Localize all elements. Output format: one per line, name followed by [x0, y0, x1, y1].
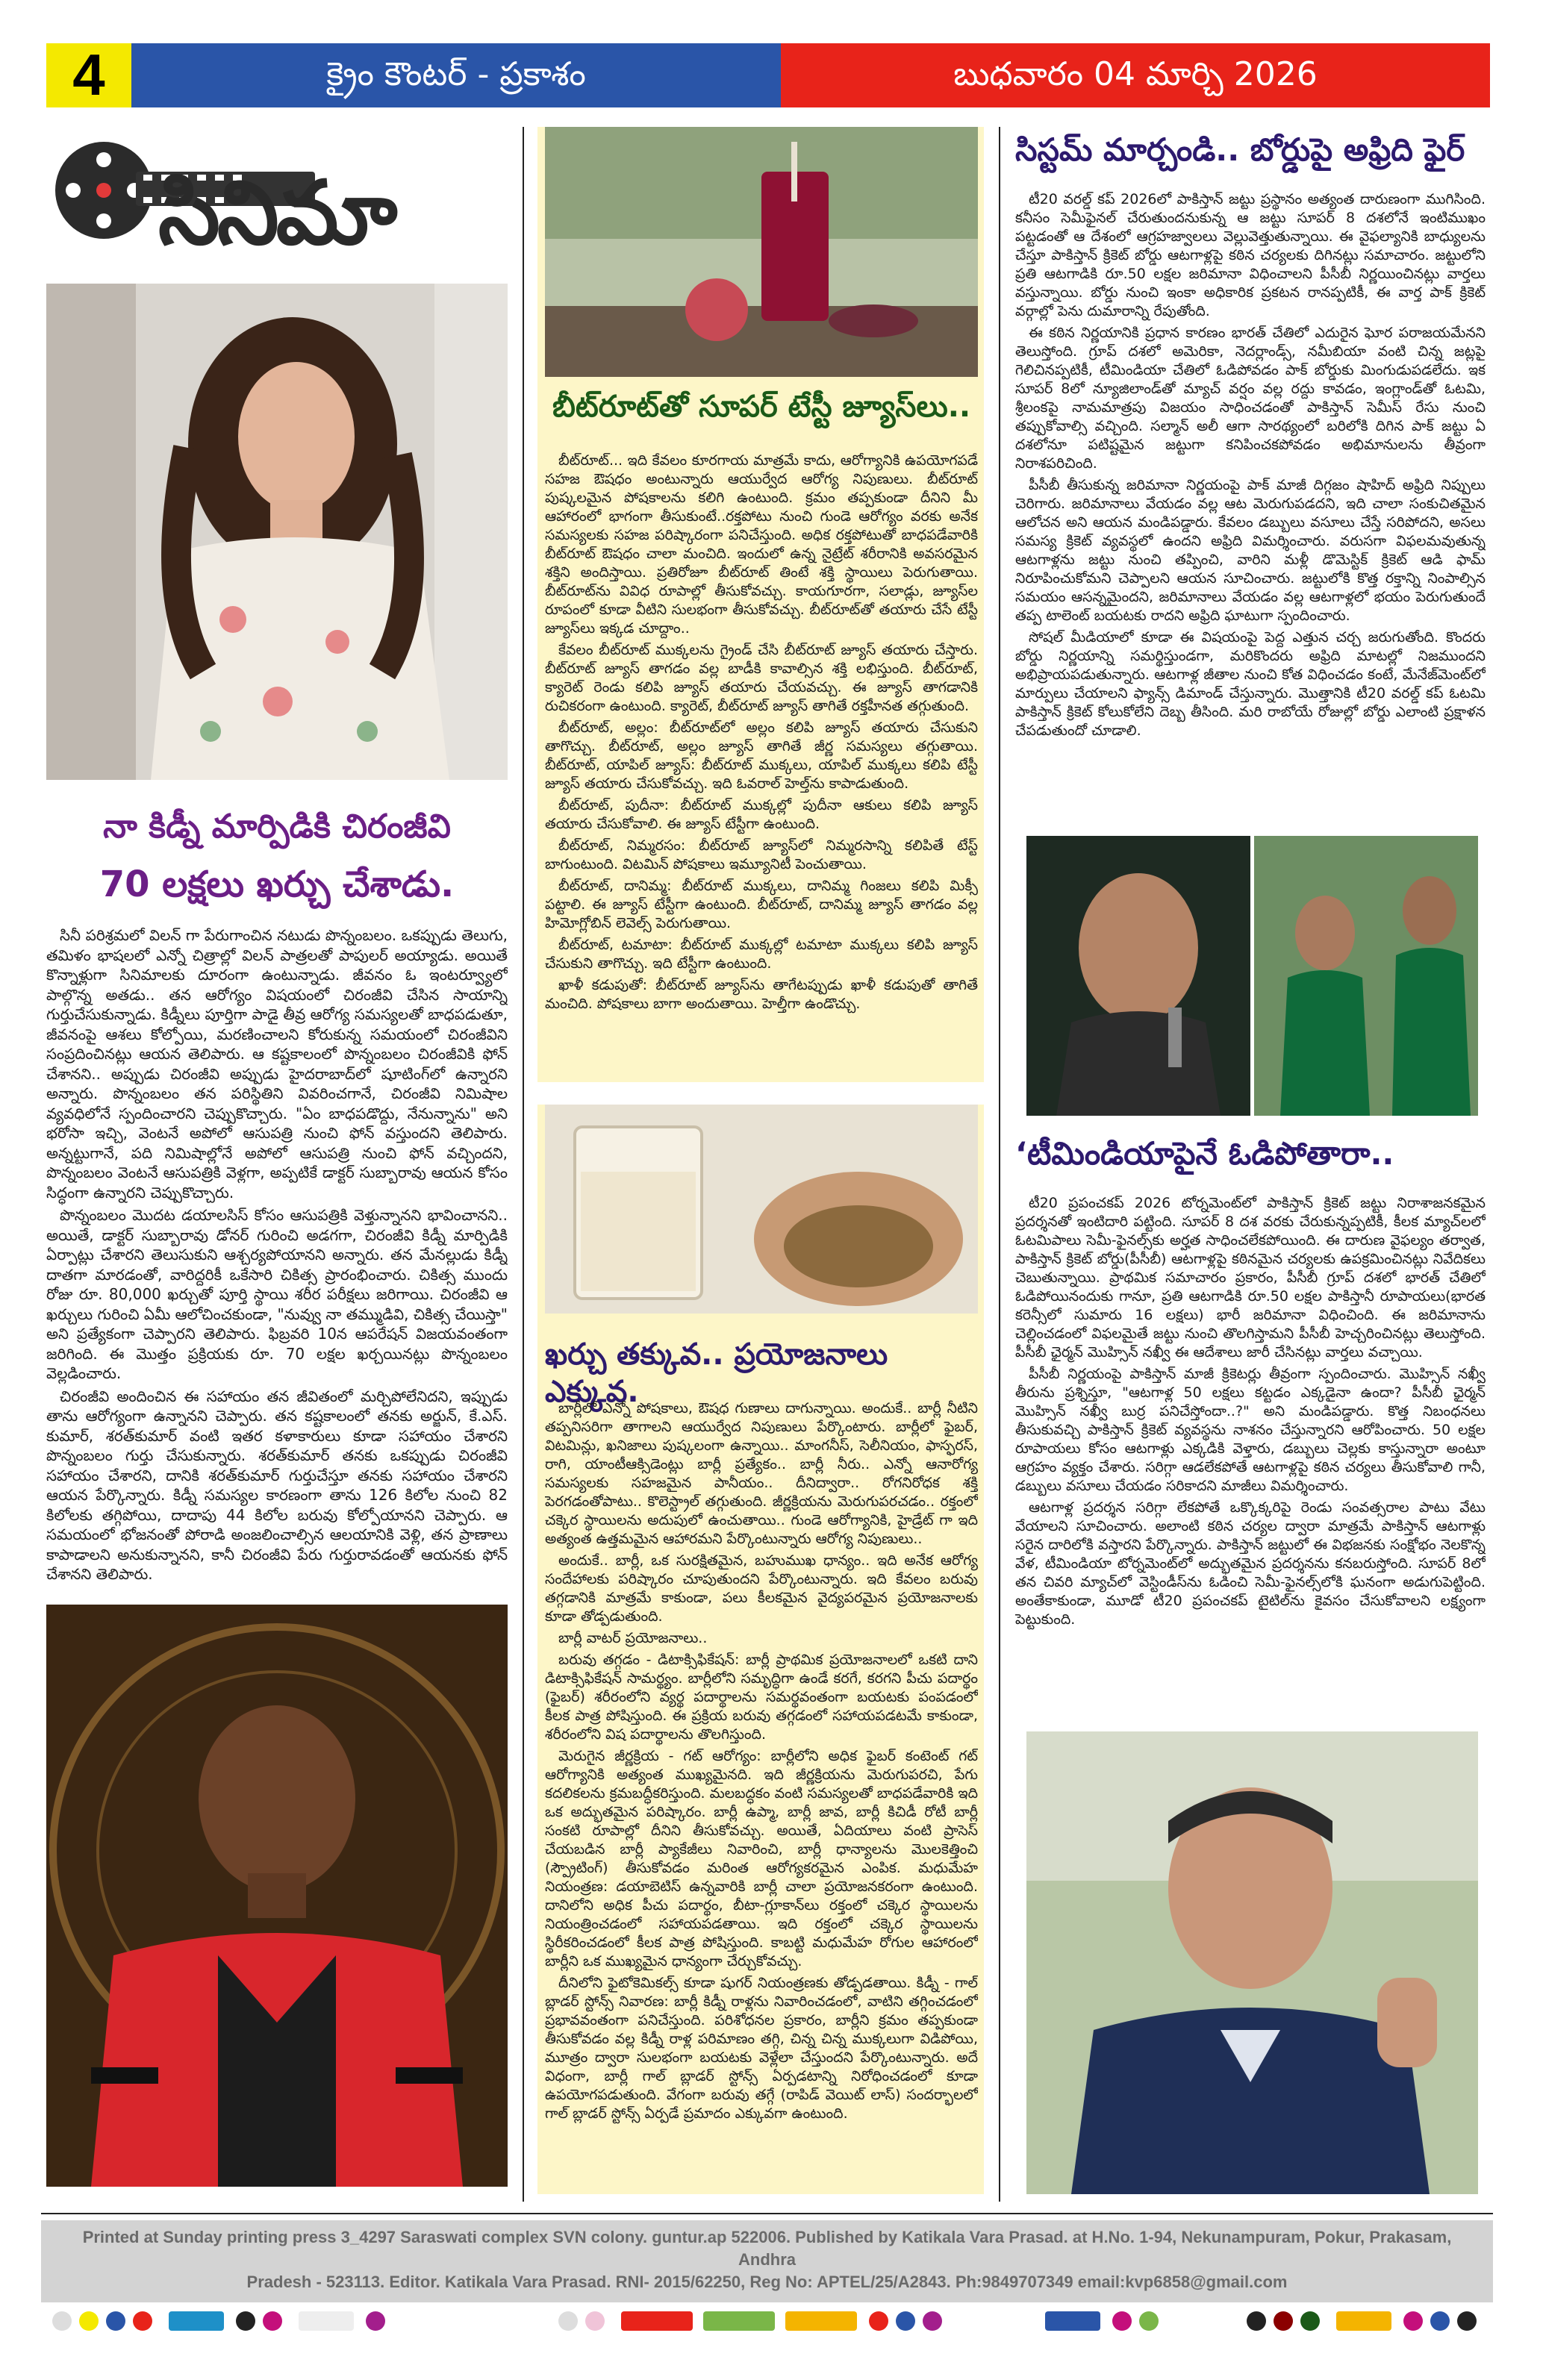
color-dot [106, 2311, 125, 2331]
article-paragraph: మెరుగైన జీర్ణక్రియ - గట్ ఆరోగ్యం: బార్లీలోని అధిక ఫైబర్ కంటెంట్ గట్ ఆరోగ్యానికి అత్యంత ముఖ్యమైనది. ఇది జీర్ణక్రియను మెరుగుపరచి, పేగు కదలికలను క్రమబద్ధీకరిస్తుంది. మలబద్ధకం వంటి సమస్యలతో బాధపడేవారికి ఇది ఒక అద్భుతమైన పరిష్కారం. బార్లీ ఉప్మా, బార్లీ జావ, బార్లీ కిచిడీ రోటీ బార్లీ సంకటి రూపాల్లో దీనిని తీసుకోవచ్చు. అయితే, ఏదియాలు వంటి ప్రాసెస్ చేయబడిన బార్లీ ప్యాకేజీలు నివారించి, బార్లీ ధాన్యాలను మొలకెత్తించి (స్ప్రౌటింగ్) తీసుకోవడం మరింత ఆరోగ్యకరమైన ఎంపిక. మధుమేహ నియంత్రణ: డయాబెటిస్ ఉన్నవారికి బార్లీ చాలా ప్రయోజనకరంగా ఉంటుంది. దానిలోని అధిక పీచు పదార్థం, బీటా-గ్లూకాన్‌లు రక్తంలో చక్కెర స్థాయిలను నియంత్రించడంలో సహాయపడతాయి. ఇది రక్తంలో చక్కెర స్థాయిలను స్థిరీకరించడంలో కీలక పాత్ర పోషిస్తుంది. కాబట్టి మధుమేహ రోగుల ఆహారంలో బార్లీని ఒక ముఖ్యమైన ధాన్యంగా చేర్చుకోవచ్చు. [545, 1748, 978, 1970]
color-bar [785, 2311, 857, 2331]
color-dot [1430, 2311, 1450, 2331]
imprint-line-2: Pradesh - 523113. Editor. Katikala Vara Prasad. RNI- 2015/62250, Reg No: APTEL/25/A2843. Ph:9849707349 email:kvp6858@gmail.com [246, 2273, 1288, 2291]
article-paragraph: బీట్‌రూట్, టమాటా: బీట్‌రూట్ ముక్కల్లో టమాటా ముక్కలు కలిపి జ్యూస్ చేసుకుని తాగొచ్చు. ఇది టేస్టీగా ఉంటుంది. [545, 937, 978, 972]
chiranjeevi-headline-line2: 70 లక్షలు ఖర్చు చేశాడు. [99, 863, 455, 905]
barley-water-photo [545, 1105, 978, 1314]
color-dot [1112, 2311, 1132, 2331]
article-paragraph: సోషల్ మీడియాలో కూడా ఈ విషయంపై పెద్ద ఎత్తున చర్చ జరుగుతోంది. కొందరు బోర్డు నిర్ణయాన్ని సమర్థిస్తుండగా, మరికొందరు అఫ్రిది మాటల్లో నిజముందని అభిప్రాయపడుతున్నారు. ఆటగాళ్ల జీతాల నుంచి కోత విధించడం కంటే, మేనేజ్‌మెంట్‌లో మార్పులు చేయాలని ఫ్యాన్స్ డిమాండ్ చేస్తున్నారు. మొత్తానికి టీ20 వరల్డ్ కప్ ఓటమి పాకిస్తాన్ క్రికెట్ కోలుకోలేని దెబ్బ తీసింది. మరి రాబోయే రోజుల్లో బోర్డు ఎలాంటి ప్రక్షాళన చేపడుతుందో చూడాలి. [1015, 629, 1486, 739]
article-paragraph: ఆటగాళ్ల ప్రదర్శన సరిగ్గా లేకపోతే ఒక్కొక్కరిపై రెండు సంవత్సరాల పాటు వేటు వేయాలని సూచించారు. అలాంటి కఠిన చర్యల ద్వారా మాత్రమే పాకిస్తాన్ ఆటగాళ్లు సరైన దారిలోకి వస్తారని పేర్కొన్నారు. పాకిస్తాన్ జట్టులో ఈ విభజనకు సంక్షోభం నెలకొన్న వేళ, టీమిండియా టోర్నమెంట్‌లో అద్భుతమైన ప్రదర్శనను కనబరుస్తోంది. సూపర్ 8లో తన చివరి మ్యాచ్‌లో వెస్టిండీస్‌ను ఓడించి సెమీ-ఫైనల్స్‌లోకి ఘనంగా అడుగుపెట్టింది. అంతేకాకుండా, మూడో టీ20 ప్రపంచకప్ టైటిల్‌ను కైవసం చేసుకోవాలని లక్ష్యంగా పెట్టుకుంది. [1015, 1499, 1486, 1628]
color-dot [1403, 2311, 1423, 2331]
color-dot [558, 2311, 578, 2331]
color-bar [621, 2311, 693, 2331]
color-dot [52, 2311, 72, 2331]
article-paragraph: టీ20 వరల్డ్ కప్ 2026లో పాకిస్తాన్ జట్టు ప్రస్థానం అత్యంత దారుణంగా ముగిసింది. కనీసం సెమీఫైనల్ చేరుతుందనుకున్న ఆ జట్టు సూపర్ 8 దశలోనే ఇంటిముఖం పట్టడంతో ఆ దేశంలో ఆగ్రహజ్వాలలు వెల్లువెత్తుతున్నాయి. ఈ వైఫల్యానికి బాధ్యులను చేస్తూ పాకిస్తాన్ క్రికెట్ బోర్డు ఆటగాళ్లపై కఠిన చర్యలకు దిగినట్లు సమాచారం. జట్టులోని ప్రతి ఆటగాడికి రూ.50 లక్షల జరిమానా విధించాలని పీసీబీ నిర్ణయించినట్లు వార్తలు వస్తున్నాయి. బోర్డు నుంచి ఇంకా అధికారిక ప్రకటన రానప్పటికీ, ఈ వార్త పాక్ క్రికెట్ వర్గాల్లో పెను దుమారాన్ని రేపుతోంది. [1015, 191, 1486, 319]
color-dot [263, 2311, 282, 2331]
imprint-footer [41, 2220, 1493, 2302]
beetroot-headline: బీట్‌రూట్‌తో సూపర్ టేస్టీ జ్యూస్‌లు.. [552, 390, 971, 424]
color-dot [1300, 2311, 1320, 2331]
article-paragraph: ఖాళీ కడుపుతో: బీట్‌రూట్ జ్యూస్‌ను తాగేటప్పుడు ఖాళీ కడుపుతో తాగితే మంచిది. పోషకాలు బాగా అందుతాయి. హెల్తీగా ఉండొచ్చు. [545, 977, 978, 1012]
pakistan-cricketers-photo [1026, 836, 1478, 1116]
article-paragraph: బీట్‌రూట్, పుదీనా: బీట్‌రూట్ ముక్కల్లో పుదీనా ఆకులు కలిపి జ్యూస్ తయారు చేసుకోవాలి. ఈ జ్యూస్ టేస్టీగా ఉంటుంది. [545, 797, 978, 832]
article-paragraph: సినీ పరిశ్రమలో విలన్ గా పేరుగాంచిన నటుడు పొన్నంబలం. ఒకప్పుడు తెలుగు, తమిళం భాషలలో ఎన్నో చిత్రాల్లో విలన్ పాత్రలతో పాపులర్ అయ్యాడు. అయితే కొన్నాళ్లుగా సినిమాలకు దూరంగా ఉంటున్నాడు. జీవనం ఓ ఇంటర్వ్యూలో పాల్గొన్న అతడు.. తన ఆరోగ్యం విషయంలో చిరంజీవి చేసిన సాయాన్ని గుర్తుచేసుకున్నాడు. కిడ్నీలు పూర్తిగా పాడై తీవ్ర ఆరోగ్య సమస్యలతో బాధపడుతూ, జీవనంపై ఆశలు కోల్పోయి, మరణించాలని కోరుకున్న సమయంలో చిరంజీవిని సంప్రదించినట్లు ఆయన తెలిపారు. ఆ కష్టకాలంలో పొన్నంబలం చిరంజీవికి ఫోన్ చేశానని.. అప్పుడు చిరంజీవి అప్పుడు హైదరాబాద్‌లో షూటింగ్‌లో ఉన్నారని అన్నారు. పొన్నంబలం తన పరిస్థితిని వివరించగానే, చిరంజీవి నిమిషాల వ్యవధిలోనే స్పందించారని చెప్పుకొచ్చారు. "ఏం బాధపడొద్దు, నేనున్నాను" అని భరోసా ఇచ్చి, వెంటనే అపోలో ఆసుపత్రి నుంచి ఫోన్ వస్తుందని తెలిపారు. అన్నట్టుగానే, పది నిమిషాల్లోనే అపోలో ఆసుపత్రి నుంచి ఫోన్ వచ్చిందని, పొన్నంబలం వెంటనే ఆసుపత్రికి వెళ్లగా, అప్పటికే డాక్టర్ సుబ్బారావు ఆయన కోసం సిద్ధంగా ఉన్నారని చెప్పుకొచ్చారు. [46, 926, 508, 1202]
color-dot [1247, 2311, 1266, 2331]
article-paragraph: చిరంజీవి అందించిన ఈ సహాయం తన జీవితంలో మర్చిపోలేనిదని, ఇప్పుడు తాను ఆరోగ్యంగా ఉన్నానని చెప్పారు. తన కష్టకాలంలో తనకు అర్జున్, కే.ఎస్. కుమార్, శరత్‌కుమార్ వంటి ఇతర కళాకారులు కూడా సహాయం చేశారని పొన్నంబలం గుర్తు చేసుకున్నారు. శరత్‌కుమార్ తనకు ఒకప్పుడు చిరంజీవి సహాయం చేశారని, దానికి శరత్‌కుమార్ గుర్తుచేస్తూ తనకు సహాయం చేశారని ఆయన పేర్కొన్నారు. కిడ్నీ సమస్యల కారణంగా తాను 126 కిలోల నుంచి 82 కిలోలకు తగ్గిపోయి, దాదాపు 44 కిలోల బరువు కోల్పోయానని చెప్పారు. ఆ సమయంలో భోజనంతో పోరాడి అంజలించాల్సిన ఆలయానికి వెళ్లి, తన ప్రాణాలు కాపాడాలని అనుకున్నానని, కానీ చిరంజీవి పేరు గుర్తురావడంతో ఆయనకు ఫోన్ చేశానని తెలిపారు. [46, 1387, 508, 1583]
imprint-line-1: Printed at Sunday printing press 3_4297 Saraswati complex SVN colony. guntur.ap 522006. Published by Katikala Vara Prasad. at H.No. 1-94, Nekunampuram, Pokur, Prakasam, Andhra [82, 2228, 1452, 2269]
article-paragraph: బరువు తగ్గడం - డిటాక్సిఫికేషన్: బార్లీ ప్రాథమిక ప్రయోజనాలలో ఒకటి దాని డిటాక్సిఫికేషన్ సామర్థ్యం. బార్లీలోని సమృద్ధిగా ఉండే కరగే, కరగని పీచు పదార్థం (ఫైబర్) శరీరంలోని వ్యర్థ పదార్థాలను సమర్థవంతంగా బయటకు పంపడంలో కీలక పాత్ర పోషిస్తుంది. ఈ ప్రక్రియ బరువు తగ్గడంలో సహాయపడటమే కాకుండా, శరీరంలోని విష పదార్థాలను తొలగిస్తుంది. [545, 1652, 978, 1743]
mohsin-naqvi-photo [1026, 1731, 1478, 2194]
color-bar [1045, 2311, 1100, 2331]
color-dot [1457, 2311, 1477, 2331]
color-dot [1274, 2311, 1293, 2331]
color-bar [703, 2311, 775, 2331]
team-india-article [1015, 1194, 1486, 1717]
issue-date: బుధవారం 04 మార్చి 2026 [781, 43, 1490, 107]
afridi-article [1015, 190, 1486, 810]
article-paragraph: బీట్‌రూట్, దానిమ్మ: బీట్‌రూట్ ముక్కలు, దానిమ్మ గింజలు కలిపి మిక్సీ పట్టాలి. ఈ జ్యూస్ టేస్టీగా ఉంటుంది. బీట్‌రూట్, దానిమ్మ జ్యూస్ తాగడం వల్ల హిమోగ్లోబిన్ లెవెల్స్ పెరుగుతాయి. [545, 878, 978, 931]
color-dot [133, 2311, 152, 2331]
column-rule [523, 127, 524, 2202]
color-bar [169, 2311, 224, 2331]
afridi-headline: సిస్టమ్ మార్చండి.. బోర్డుపై అఫ్రిది ఫైర్ [1015, 131, 1465, 168]
actress-photo [46, 284, 508, 780]
cinema-logo [46, 127, 508, 276]
color-dot [79, 2311, 99, 2331]
color-bar [1336, 2311, 1391, 2331]
color-dot [923, 2311, 942, 2331]
article-paragraph: ఈ కఠిన నిర్ణయానికి ప్రధాన కారణం భారత్ చేతిలో ఎదురైన ఘోర పరాజయమేనని తెలుస్తోంది. గ్రూప్ దశలో అమెరికా, నెదర్లాండ్స్, నమీబియా వంటి చిన్న జట్లపై గెలిచినప్పటికీ, టీమిండియా చేతిలో ఓడిపోవడం పాక్ బోర్డుకు మింగుడుపడలేదు. ఇక సూపర్ 8లో న్యూజిలాండ్‌తో మ్యాచ్ వర్షం వల్ల రద్దు కావడం, ఇంగ్లాండ్‌తో ఓటమి, శ్రీలంకపై నామమాత్రపు విజయం సాధించడంతో పాకిస్తాన్ సెమీస్ రేసు నుంచి తప్పుకోవాల్సి వచ్చింది. సల్మాన్ అలీ ఆగా సారథ్యంలో బరిలోకి దిగిన పాక్ జట్టు ఏ దశలోనూ పటిష్టమైన జట్టుగా కనిపించకపోవడం అభిమానులను తీవ్రంగా నిరాశపరిచింది. [1015, 325, 1486, 472]
chiranjeevi-article [46, 925, 508, 1597]
chiranjeevi-headline-line1: నా కిడ్నీ మార్పిడికి చిరంజీవి [103, 808, 451, 846]
beetroot-juice-photo [545, 127, 978, 377]
article-paragraph: పీసీబీ నిర్ణయంపై పాకిస్తాన్ మాజీ క్రికెటర్లు తీవ్రంగా స్పందించారు. మొహ్సిన్ నఖ్వీ తీరును ప్రశ్నిస్తూ, "ఆటగాళ్ల 50 లక్షలు కట్టడం ఎక్కడైనా ఉందా? పీసీబీ ఛైర్మన్ మొహ్సిన్ నఖ్వీ బుర్ర పనిచేస్తోందా..?" అని మండిపడ్డారు. కొత్త నిబంధనలు తీసుకువచ్చి పాకిస్తాన్ క్రికెట్ వ్యవస్థను నాశనం చేస్తున్నారని ఆరోపించారు. 50 లక్షల రూపాయలు కోసం ఆటగాళ్లు ఎక్కడికి వెళ్తారు, డబ్బులు చెల్లకు కాస్తున్నారా అంటూ ఆగ్రహం వ్యక్తం చేశారు. సరిగ్గా ఆడలేకపోతే ఆటగాళ్లపై కఠిన చర్యలు తీసుకోవాలి గానీ, డబ్బులు వసూలు చేయడం సరికాదని మాజీలు విమర్శించారు. [1015, 1366, 1486, 1494]
color-dot [366, 2311, 385, 2331]
article-paragraph: కేవలం బీట్‌రూట్ ముక్కలను గ్రైండ్ చేసి బీట్‌రూట్ జ్యూస్ తయారు చేస్తారు. బీట్‌రూట్ జ్యూస్ తాగడం వల్ల బాడీకి కావాల్సిన శక్తి లభిస్తుంది. బీట్‌రూట్, క్యారెట్ రెండు కలిపి జ్యూస్ తయారు చేయవచ్చు. ఈ జ్యూస్ తాగడానికి రుచికరంగా ఉంటుంది. క్యారెట్, బీట్‌రూట్ జ్యూస్ తాగితే రక్తహీనత తగ్గుతుంది. [545, 642, 978, 714]
cinema-logo-text: సినిమా [158, 161, 395, 264]
article-paragraph: టీ20 ప్రపంచకప్ 2026 టోర్నమెంట్‌లో పాకిస్తాన్ క్రికెట్ జట్టు నిరాశాజనకమైన ప్రదర్శనతో ఇంటిదారి పట్టింది. సూపర్ 8 దశ వరకు చేరుకున్నప్పటికీ, కీలక మ్యాచ్‌లలో ఓటమిపాలు సెమీ-ఫైనల్స్‌కు అర్హత సాధించలేకపోయింది. ఈ దారుణ వైఫల్యం తర్వాత, పాకిస్తాన్ క్రికెట్ బోర్డు(పీసీబీ) ఆటగాళ్లపై కఠినమైన చర్యలకు ఉపక్రమించినట్లు నివేదికలు చెబుతున్నాయి. ప్రాథమిక సమాచారం ప్రకారం, పీసీబీ గ్రూప్ దశలో భారత్ చేతిలో ఓడిపోయినందుకు గానూ, ప్రతి ఆటగాడికి రూ.50 లక్షల పాకిస్తానీ రూపాయలు(భారత కరెన్సీలో సుమారు 16 లక్షలు) భారీ జరిమానా విధించింది. ఈ జరిమానాను చెల్లించడంలో విఫలమైతే జట్టు నుంచి తొలగిస్తామని పీసీబీ హెచ్చరించినట్లు తెలుస్తోంది. పీసీబీ ఛైర్మన్ మొహ్సిన్ నఖ్వీ ఈ ఆదేశాలు జారీ చేసినట్లు వార్తలు వచ్చాయి. [1015, 1195, 1486, 1361]
footer-rule [41, 2213, 1493, 2214]
barley-article [545, 1399, 978, 2190]
color-dot [1139, 2311, 1159, 2331]
team-india-headline: ‘టీమిండియాపైనే ఓడిపోతారా.. [1015, 1135, 1394, 1172]
ponnambalam-photo [46, 1605, 508, 2187]
article-paragraph: పీసీబీ తీసుకున్న జరిమానా నిర్ణయంపై పాక్ మాజీ దిగ్గజం షాహిద్ అఫ్రిది నిప్పులు చెరిగారు. జరిమానాలు వేయడం వల్ల ఆట మెరుగుపడదని, ఇది చాలా సంకుచితమైన ఆలోచన అని ఆయన మండిపడ్డారు. కేవలం డబ్బులు వసూలు చేస్తే సరిపోదని, అసలు సమస్య క్రికెట్ వ్యవస్థలో ఉందని అఫ్రిది విమర్శించారు. వరుసగా విఫలమవుతున్న ఆటగాళ్లను జట్టు నుంచి తప్పించి, వారిని మళ్లీ డొమెస్టిక్ క్రికెట్ ఆడి ఫామ్ నిరూపించుకోమని చెప్పాలని ఆయన సూచించారు. జట్టులోకి కొత్త రక్తాన్ని నింపాల్సిన సమయం ఆసన్నమైందని, జరిమానాలు వేయడం వల్ల ఆటగాళ్లలో భయం పెరుగుతుందే తప్ప టాలెంట్ బయటకు రాదని అఫ్రిది ఘాటుగా స్పందించారు. [1015, 477, 1486, 624]
page-number: 4 [46, 43, 131, 107]
barley-headline: ఖర్చు తక్కువ.. ప్రయోజనాలు ఎక్కువ. [545, 1337, 888, 1409]
article-paragraph: బార్లీలో ఎన్నో పోషకాలు, ఔషధ గుణాలు దాగున్నాయి. అందుకే.. బార్లీ నీటిని తప్పనిసరిగా తాగాలని ఆయుర్వేద నిపుణులు పేర్కొంటారు. బార్లీలో ఫైబర్, విటమిన్లు, ఖనిజాలు పుష్కలంగా ఉన్నాయి.. మాంగనీస్, సెలీనియం, ఫాస్ఫరస్, రాగి, యాంటీఆక్సిడెంట్లు బార్లీ ప్రత్యేకం.. బార్లీ నీరు.. ఎన్నో ఆనారోగ్య సమస్యలకు సహజమైన పానీయం.. దీనిద్వారా.. రోగనిరోధక శక్తి పెరగడంతోపాటు.. కొలెస్ట్రాల్ తగ్గుతుంది. జీర్ణక్రియను మెరుగుపరచడం.. రక్తంలో చక్కెర స్థాయిలను అదుపులో ఉంచుతాయి.. గుండె ఆరోగ్యానికి, హైడ్రేట్ గా ఇది అత్యంత ఉత్తమమైన ఆహారమని పేర్కొంటున్నారు ఆరోగ్య నిపుణులు.. [545, 1400, 978, 1547]
color-dot [236, 2311, 255, 2331]
article-paragraph: బార్లీ వాటర్ ప్రయోజనాలు.. [558, 1630, 708, 1646]
article-paragraph: పొన్నంబలం మొదట డయాలసిస్ కోసం ఆసుపత్రికి వెళ్తున్నానని భావించానని.. అయితే, డాక్టర్ సుబ్బారావు డోనర్ గురించి అడగగా, చిరంజీవి కిడ్నీ మార్పిడికి ఏర్పాట్లు చేశారని తెలుసుకుని ఆశ్చర్యపోయానని అన్నారు. తన మేనల్లుడు కిడ్నీ దాతగా మారడంతో, వారిద్దరికీ ఒకేసారి చికిత్స ప్రారంభించారు. చికిత్స ముందు రోజు రూ. 80,000 ఖర్చుతో పూర్తి స్థాయి శరీర పరీక్షలు జరిగాయి. చిరంజీవి ఆ ఖర్చులు గురించి ఏమీ ఆలోచించకుండా, "నువ్వు నా తమ్ముడివి, చికిత్స చేయిస్తా" అని ప్రత్యేకంగా చెప్పారని తెలిపారు. ఫిబ్రవరి 10న ఆపరేషన్ విజయవంతంగా జరిగింది. ఈ మొత్తం ప్రక్రియకు రూ. 70 లక్షల ఖర్చయినట్లు పొన్నంబలం వెల్లడించారు. [46, 1206, 508, 1382]
article-paragraph: దీనిలోని ఫైటోకెమికల్స్ కూడా షుగర్ నియంత్రణకు తోడ్పడతాయి. కిడ్నీ - గాల్ బ్లాడర్ స్టోన్స్ నివారణ: బార్లీ కిడ్నీ రాళ్లను నివారించడంలో, వాటిని తగ్గించడంలో ప్రభావవంతంగా పనిచేస్తుంది. పరిశోధనల ప్రకారం, బార్లీని క్రమం తప్పకుండా తీసుకోవడం వల్ల కిడ్నీ రాళ్ల పరిమాణం తగ్గి, చిన్న చిన్న ముక్కలుగా విడిపోయి, మూత్రం ద్వారా సులభంగా బయటకు వెళ్లేలా చేస్తుందని పేర్కొంటున్నారు. అదే విధంగా, బార్లీ గాల్ బ్లాడర్ స్టోన్స్ ఏర్పడటాన్ని నిరోధించడంలో కూడా ఉపయోగపడుతుంది. వేగంగా బరువు తగ్గే (రాపిడ్ వెయిట్ లాస్) సందర్భాలలో గాల్ బ్లాడర్ స్టోన్స్ ఏర్పడే ప్రమాదం ఎక్కువగా ఉంటుంది. [545, 1975, 978, 2122]
article-paragraph: బీట్‌రూట్, నిమ్మరసం: బీట్‌రూట్ జ్యూస్‌లో నిమ్మరసాన్ని కలిపితే టేస్ట్ బాగుంటుంది. విటమిన్ పోషకాలు ఇమ్యూనిటీ పెంచుతాయి. [545, 837, 978, 872]
color-bar [299, 2311, 354, 2331]
color-dot [585, 2311, 605, 2331]
article-paragraph: బీట్‌రూట్... ఇది కేవలం కూరగాయ మాత్రమే కాదు, ఆరోగ్యానికి ఉపయోగపడే సహజ ఔషధం అంటున్నారు ఆయుర్వేద ఆరోగ్య నిపుణులు. బీట్‌రూట్ పుష్కలమైన పోషకాలను కలిగి ఉంటుంది. క్రమం తప్పకుండా దీనిని మీ ఆహారంలో భాగంగా తీసుకుంటే..రక్తపోటు నుంచి గుండె ఆరోగ్యం వరకు అనేక సమస్యలకు సహజ పరిష్కారంగా పనిచేస్తుంది. అధిక రక్తపోటుతో బాధపడేవారికి బీట్‌రూట్ ఔషధం చాలా మంచిది. ఇందులో ఉన్న నైట్రేట్ శరీరానికి అవసరమైన శక్తిని అందిస్తాయి. ప్రతిరోజూ బీట్‌రూట్ తింటే శక్తి స్థాయిలు పెరుగుతాయి. బీట్‌రూట్‌ను వివిధ రూపాల్లో తీసుకోవచ్చు. కాయగూరగా, సలాడ్లు, జ్యూస్‌ల రూపంలో కూడా వీటిని సులభంగా తీసుకోవచ్చు. బీట్‌రూట్‌తో తయారు చేసే టేస్టీ జ్యూస్‌లు ఇక్కడ చూద్దాం.. [545, 452, 978, 637]
color-dot [869, 2311, 888, 2331]
article-paragraph: అందుకే.. బార్లీ, ఒక సురక్షితమైన, బహుముఖ ధాన్యం.. ఇది అనేక ఆరోగ్య సందేహాలకు పరిష్కారం చూపుతుందని పేర్కొంటున్నారు. ఇది కేవలం బరువు తగ్గడానికి మాత్రమే కాకుండా, పలు కీలకమైన వైద్యపరమైన ప్రయోజనాలకు కూడా తోడ్పడుతుంది. [545, 1552, 978, 1625]
article-paragraph: బీట్‌రూట్, అల్లం: బీట్‌రూట్‌లో అల్లం కలిపి జ్యూస్ తయారు చేసుకుని తాగొచ్చు. బీట్‌రూట్, అల్లం జ్యూస్ తాగితే జీర్ణ సమస్యలు తగ్గుతాయి. బీట్‌రూట్, యాపిల్ జ్యూస్: బీట్‌రూట్ ముక్కలు, యాపిల్ ముక్కలు కలిపి టేస్టీ జ్యూస్ తయారు చేసుకోవచ్చు. ఇది ఓవరాల్ హెల్త్‌ను కాపాడుతుంది. [545, 719, 978, 792]
column-rule [999, 127, 1000, 2202]
color-dot [896, 2311, 915, 2331]
section-title: క్రైం కౌంటర్ - ప్రకాశం [131, 43, 781, 107]
beetroot-article [545, 452, 978, 1078]
